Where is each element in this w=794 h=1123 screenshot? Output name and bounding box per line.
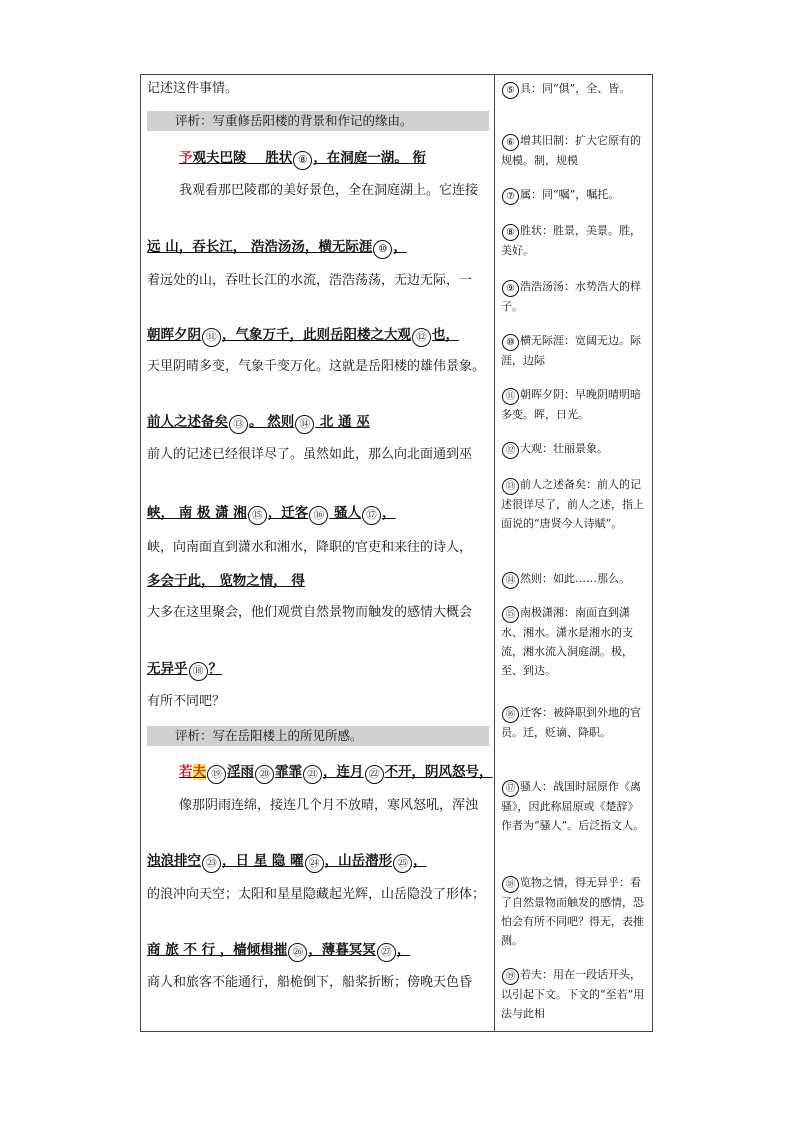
note-item: ⑫ 大观：壮丽景象。 bbox=[501, 439, 647, 459]
note-ref: ⑰ bbox=[362, 506, 381, 525]
note-item: ⑬ 前人之述备矣：前人的记述很详尽了，前人之述，指上面说的“唐贤今人诗赋”。 bbox=[501, 478, 644, 530]
note-ref: ⑮ bbox=[248, 506, 267, 525]
note-ref: ⑲ bbox=[207, 765, 226, 784]
original-line: 商 旅 不 行 ，樯倾楫摧 ㉖ ，薄暮冥冥 ㉗ ， bbox=[147, 940, 410, 962]
note-item: ⑩ 横无际涯：宽阔无边。际涯，边际 bbox=[501, 334, 641, 367]
original-line: 予观夫巴陵 胜状 ⑧ ，在洞庭一湖。 衔 bbox=[179, 148, 426, 170]
note-ref: ⑩ bbox=[373, 240, 392, 259]
note-ref: ⑳ bbox=[255, 765, 274, 784]
note-ref: ㉕ bbox=[393, 854, 412, 873]
translation-line: 像那阴雨连绵，接连几个月不放晴，寒风怒吼，浑浊 bbox=[179, 798, 479, 813]
original-line: 前人之述备矣 ⑬ 。 然则 ⑭ 北 通 巫 bbox=[147, 412, 370, 434]
translation-line: 着远处的山，吞吐长江的水流，浩浩荡荡，无边无际，一 bbox=[147, 273, 473, 288]
original-line: 无异乎 ⑱ ？ bbox=[147, 659, 222, 681]
note-item: ⑤ 具：同“俱”，全、皆。 bbox=[501, 79, 647, 99]
original-line: 若夫 ⑲ 淫雨 ⑳ 霏霏 ㉑ ，连月 ㉒ 不开，阴风怒号， bbox=[179, 762, 493, 784]
original-line: 远 山，吞长江， 浩浩汤汤，横无际涯 ⑩ ， bbox=[147, 237, 407, 259]
note-ref: ⑧ bbox=[293, 151, 312, 170]
note-item: ⑧ 胜状：胜景，美景。胜，美好。 bbox=[501, 224, 641, 257]
note-ref: ⑫ bbox=[412, 328, 431, 347]
note-item: ⑱ 览物之情，得无异乎：看了自然景物而触发的感情，恐怕会有所不同吧？得无，表推测。 bbox=[501, 876, 644, 947]
note-ref: ㉔ bbox=[305, 854, 324, 873]
note-item: ⑯ 迁客：被降职到外地的官员。迁，贬谪、降职。 bbox=[501, 706, 641, 739]
note-item: ⑥ 增其旧制：扩大它原有的规模。制，规模 bbox=[501, 134, 641, 167]
note-item: ⑦ 属：同“嘱”，嘱托。 bbox=[501, 185, 647, 205]
comment-bar: 评析：写重修岳阳楼的背景和作记的缘由。 bbox=[147, 111, 489, 131]
original-line: 多会于此， 览物之情， 得 bbox=[147, 573, 305, 589]
note-item: ⑭ 然则：如此……那么。 bbox=[501, 569, 647, 589]
note-item: ⑮ 南极潇湘：南面直到潇水、湘水。潇水是湘水的支流，湘水流入洞庭湖。极，至、到达。 bbox=[501, 606, 633, 677]
note-item: ⑨ 浩浩汤汤：水势浩大的样子。 bbox=[501, 280, 641, 313]
annotation-table bbox=[140, 74, 653, 1032]
text-line: 记述这件事情。 bbox=[147, 81, 239, 96]
original-line: 浊浪排空 ㉓ ，日 星 隐 曜 ㉔ ，山岳潜形 ㉕ ， bbox=[147, 851, 427, 873]
note-item: ⑪ 朝晖夕阴：早晚阴晴明暗多变。晖，日光。 bbox=[501, 388, 641, 421]
note-ref: ㉓ bbox=[202, 854, 221, 873]
translation-line: 前人的记述已经很详尽了。虽然如此，那么向北面通到巫 bbox=[147, 447, 473, 462]
translation-line: 商人和旅客不能通行，船桅倒下，船桨折断；傍晚天色昏 bbox=[147, 975, 473, 990]
note-ref: ⑭ bbox=[295, 415, 314, 434]
original-line: 朝晖夕阴 ⑪ ，气象万千，此则岳阳楼之大观 ⑫ 也， bbox=[147, 325, 459, 347]
translation-line: 的浪冲向天空；太阳和星星隐藏起光辉，山岳隐没了形体； bbox=[147, 887, 486, 902]
note-ref: ⑪ bbox=[202, 328, 221, 347]
translation-line: 天里阴晴多变，气象千变万化。这就是岳阳楼的雄伟景象。 bbox=[147, 359, 486, 374]
translation-line: 我观看那巴陵郡的美好景色，全在洞庭湖上。它连接 bbox=[179, 183, 479, 198]
translation-line: 有所不同吧？ bbox=[147, 694, 226, 709]
note-ref: ⑯ bbox=[309, 506, 328, 525]
comment-bar: 评析：写在岳阳楼上的所见所感。 bbox=[147, 726, 489, 746]
translation-line: 峡，向南面直到潇水和湘水，降职的官吏和来往的诗人， bbox=[147, 540, 473, 555]
note-ref: ⑱ bbox=[189, 662, 208, 681]
note-ref: ㉑ bbox=[303, 765, 322, 784]
note-ref: ㉗ bbox=[377, 943, 396, 962]
note-ref: ㉖ bbox=[288, 943, 307, 962]
original-line: 峡， 南 极 潇 湘 ⑮ ，迁客 ⑯ 骚人 ⑰ ， bbox=[147, 503, 396, 525]
note-item: ⑲ 若夫：用在一段话开头，以引起下文。下文的“至若”用法与此相 bbox=[501, 968, 645, 1020]
note-item: ⑰ 骚人：战国时屈原作《离骚》，因此称屈原或《楚辞》作者为“骚人”。后泛指文人。 bbox=[501, 780, 645, 832]
note-ref: ㉒ bbox=[365, 765, 384, 784]
column-divider bbox=[494, 75, 495, 1031]
note-ref: ⑬ bbox=[229, 415, 248, 434]
translation-line: 大多在这里聚会，他们观赏自然景物而触发的感情大概会 bbox=[147, 605, 473, 620]
